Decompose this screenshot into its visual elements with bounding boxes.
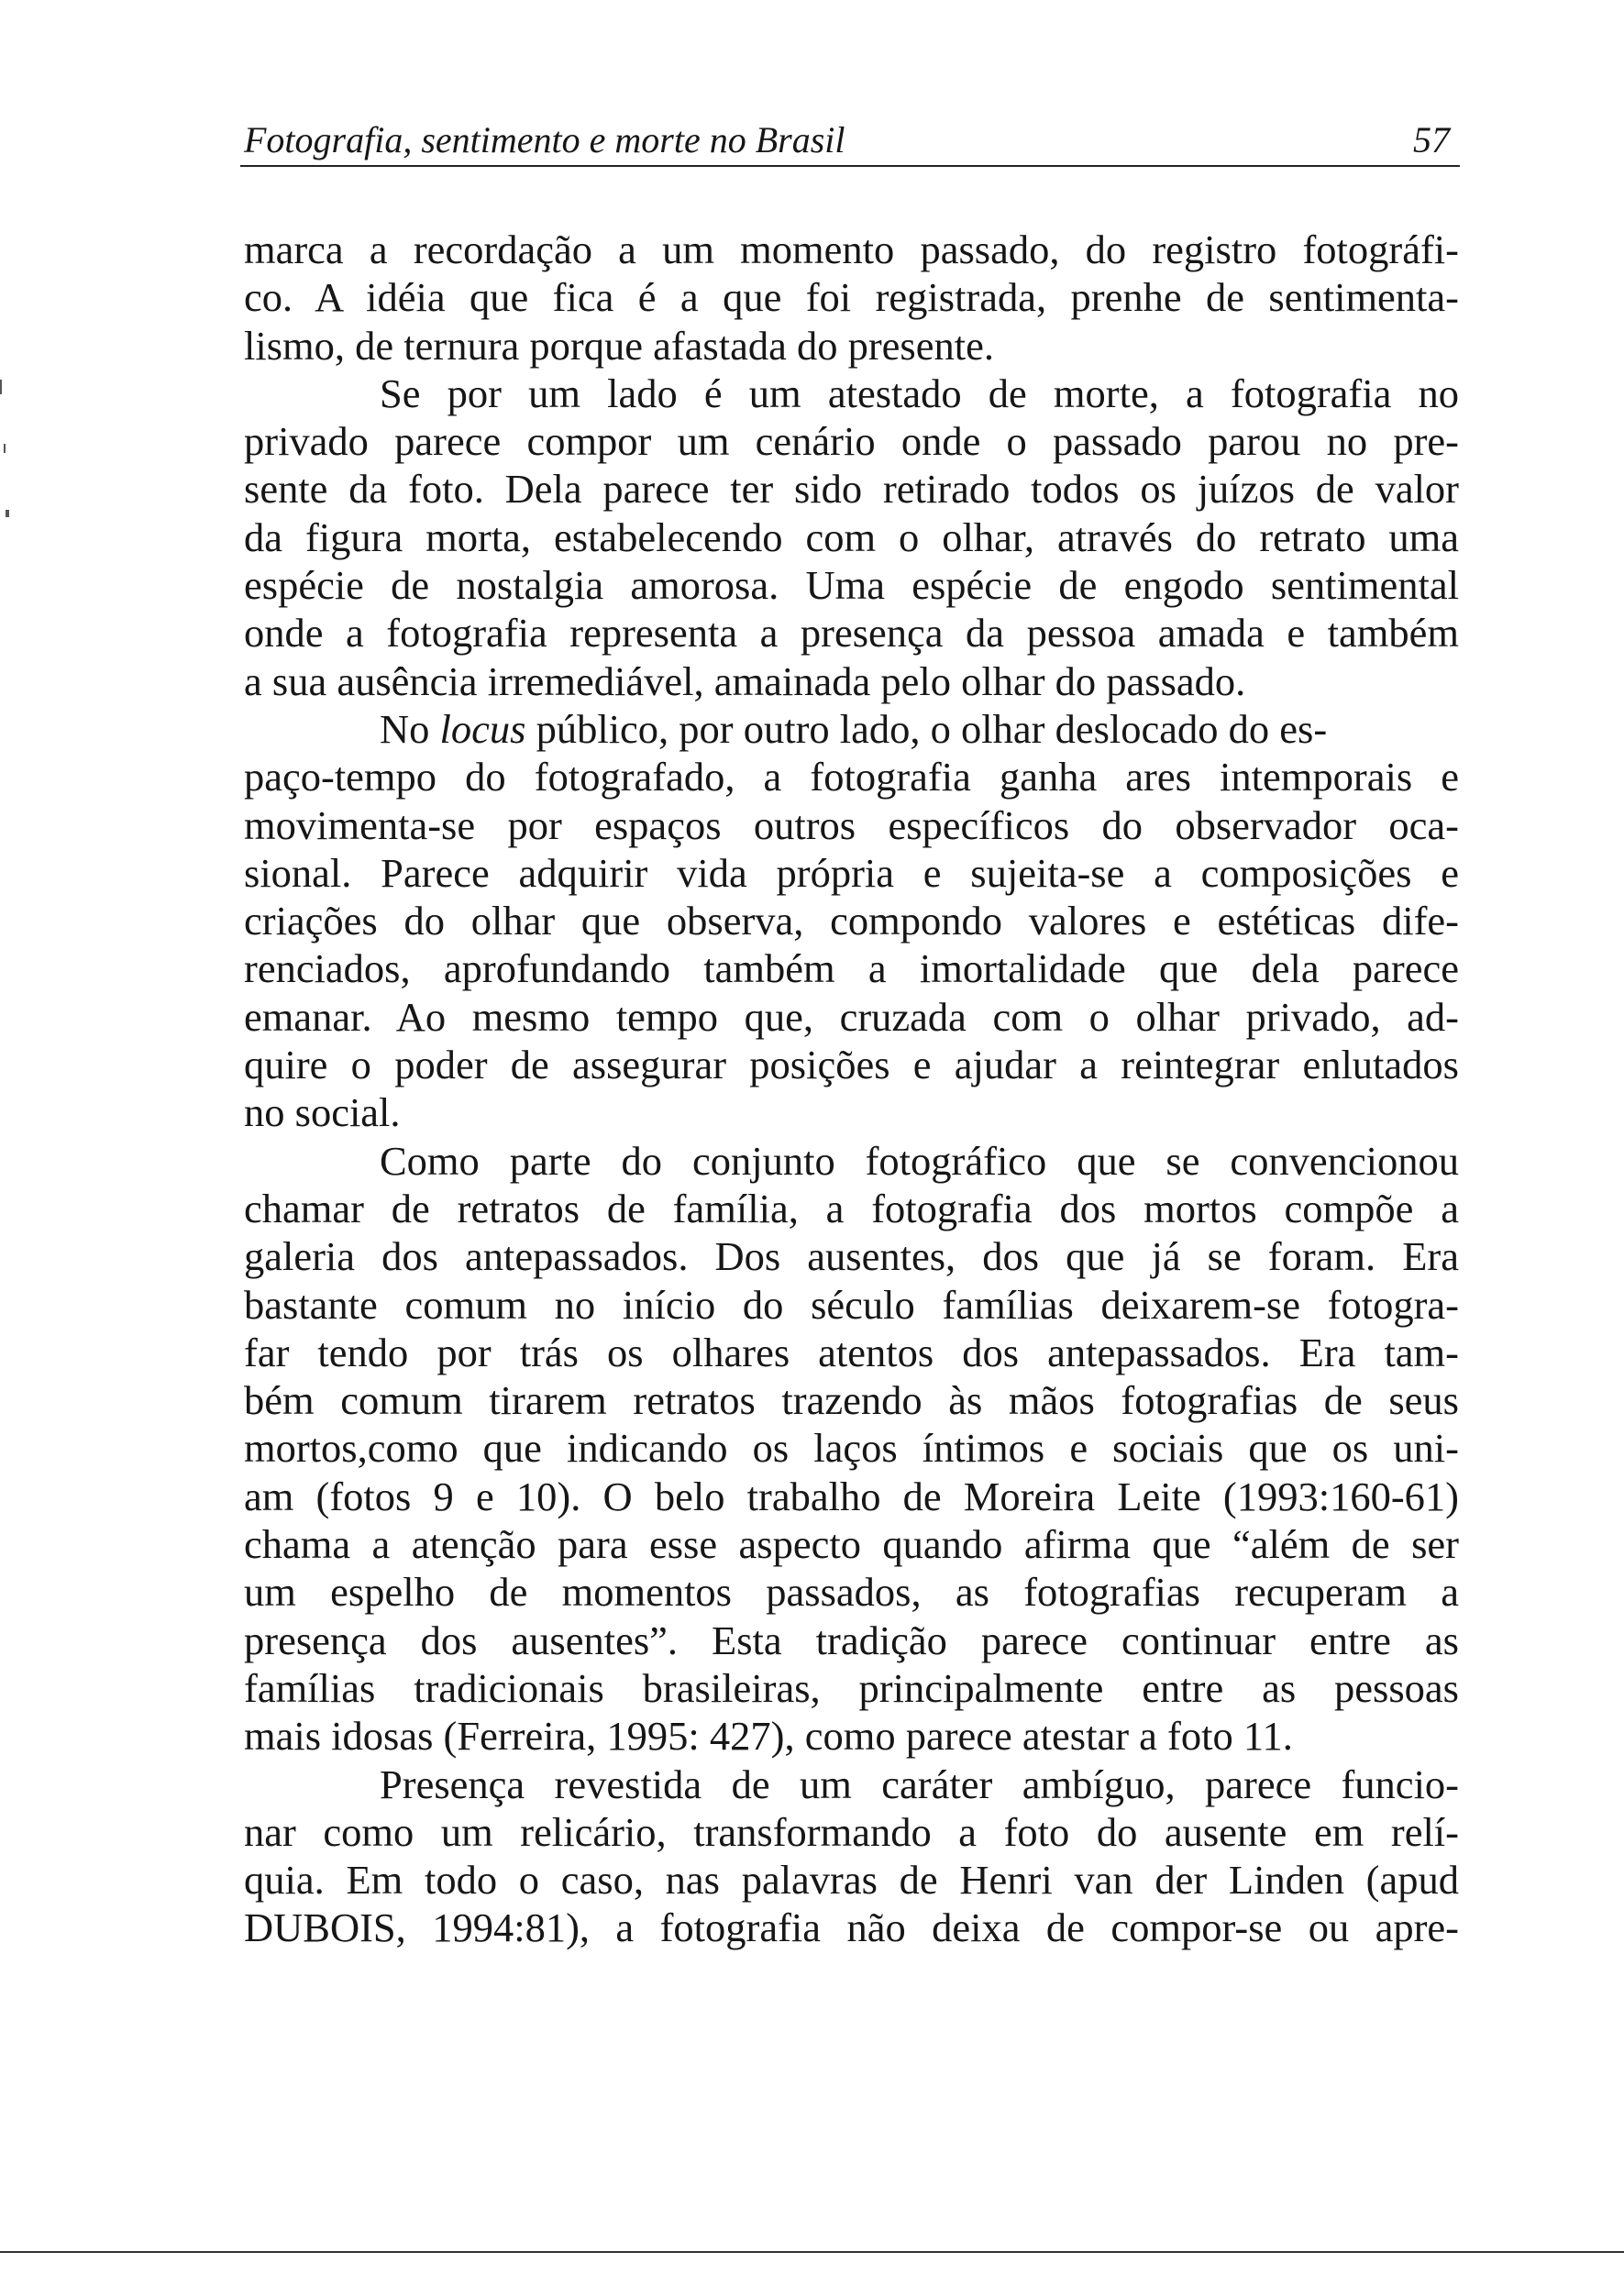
text-line: marca a recordação a um momento passado, do registro fotográfi-: [244, 226, 1459, 272]
text-line: espécie de nostalgia amorosa. Uma espécie de engodo sentimental: [244, 562, 1459, 609]
text-line: galeria dos antepassados. Dos ausentes, dos que já se foram. Era: [244, 1233, 1459, 1280]
text-line: paço-tempo do fotografado, a fotografia ganha ares intemporais e: [244, 754, 1459, 800]
text-line-with-italic: [244, 705, 1459, 753]
text-line: emanar. Ao mesmo tempo que, cruzada com o olhar privado, ad-: [244, 993, 1459, 1040]
text-line: co. A idéia que fica é a que foi registrada, prenhe de sentimenta-: [244, 274, 1459, 321]
text-line: chama a atenção para esse aspecto quando afirma que “além de ser: [244, 1521, 1459, 1568]
text-line: movimenta-se por espaços outros específicos do observador oca-: [244, 801, 1459, 848]
text-line: renciados, aprofundando também a imortalidade que dela parece: [244, 945, 1459, 992]
text-line: Presença revestida de um caráter ambíguo, parece funcio-: [380, 1761, 1459, 1807]
text-line: um espelho de momentos passados, as fotografias recuperam a: [244, 1569, 1459, 1616]
text-line: am (fotos 9 e 10). O belo trabalho de Moreira Leite (1993:160-61): [244, 1473, 1459, 1519]
text-line: presença dos ausentes”. Esta tradição parece continuar entre as: [244, 1617, 1459, 1663]
margin-mark: [0, 380, 2, 394]
body-text: [244, 226, 1459, 1952]
text-line: lismo, de ternura porque afastada do presente.: [244, 322, 994, 369]
text-line: chamar de retratos de família, a fotografia dos mortos compõe a: [244, 1185, 1459, 1231]
text-line: onde a fotografia representa a presença da pessoa amada e também: [244, 610, 1459, 657]
running-head: [244, 117, 1459, 163]
text-line: Se por um lado é um atestado de morte, a fotografia no: [380, 370, 1459, 416]
text-line: privado parece compor um cenário onde o passado parou no pre-: [244, 418, 1459, 465]
running-head-title: Fotografia, sentimento e morte no Brasil: [244, 119, 845, 160]
text-line: mais idosas (Ferreira, 1995: 427), como parece atestar a foto 11.: [244, 1713, 1293, 1760]
text-line: quia. Em todo o caso, nas palavras de Henri van der Linden (apud: [244, 1857, 1459, 1904]
text-line: mortos,como que indicando os laços íntimos e sociais que os uni-: [244, 1425, 1459, 1472]
text-line: sente da foto. Dela parece ter sido retirado todos os juízos de valor: [244, 466, 1459, 513]
margin-mark: [6, 510, 9, 517]
text-line: far tendo por trás os olhares atentos dos antepassados. Era tam-: [244, 1329, 1459, 1375]
text-fragment: No: [380, 705, 430, 752]
header-rule: [240, 165, 1460, 167]
text-line: no social.: [244, 1089, 401, 1136]
text-line: bém comum tirarem retratos trazendo às mãos fotografias de seus: [244, 1377, 1459, 1424]
margin-mark: [4, 444, 6, 453]
text-line: Como parte do conjunto fotográfico que se convencionou: [380, 1137, 1459, 1184]
text-line: famílias tradicionais brasileiras, principalmente entre as pessoas: [244, 1664, 1459, 1711]
text-line: nar como um relicário, transformando a foto do ausente em relí-: [244, 1808, 1459, 1855]
italic-term: locus: [439, 705, 526, 752]
text-line: bastante comum no início do século famílias deixarem-se fotogra-: [244, 1281, 1459, 1328]
text-line: da figura morta, estabelecendo com o olhar, através do retrato uma: [244, 513, 1459, 560]
text-line: sional. Parece adquirir vida própria e sujeita-se a composições e: [244, 849, 1459, 896]
text-line: DUBOIS, 1994:81), a fotografia não deixa de compor-se ou apre-: [244, 1904, 1459, 1951]
text-fragment: público, por outro lado, o olhar deslocado do es-: [536, 705, 1328, 752]
text-line: quire o poder de assegurar posições e ajudar a reintegrar enlutados: [244, 1042, 1459, 1088]
text-line: criações do olhar que observa, compondo valores e estéticas dife-: [244, 898, 1459, 944]
page-number: 57: [1413, 119, 1450, 160]
text-line: a sua ausência irremediável, amainada pelo olhar do passado.: [244, 657, 1246, 704]
scan-edge-rule: [0, 2251, 1624, 2253]
